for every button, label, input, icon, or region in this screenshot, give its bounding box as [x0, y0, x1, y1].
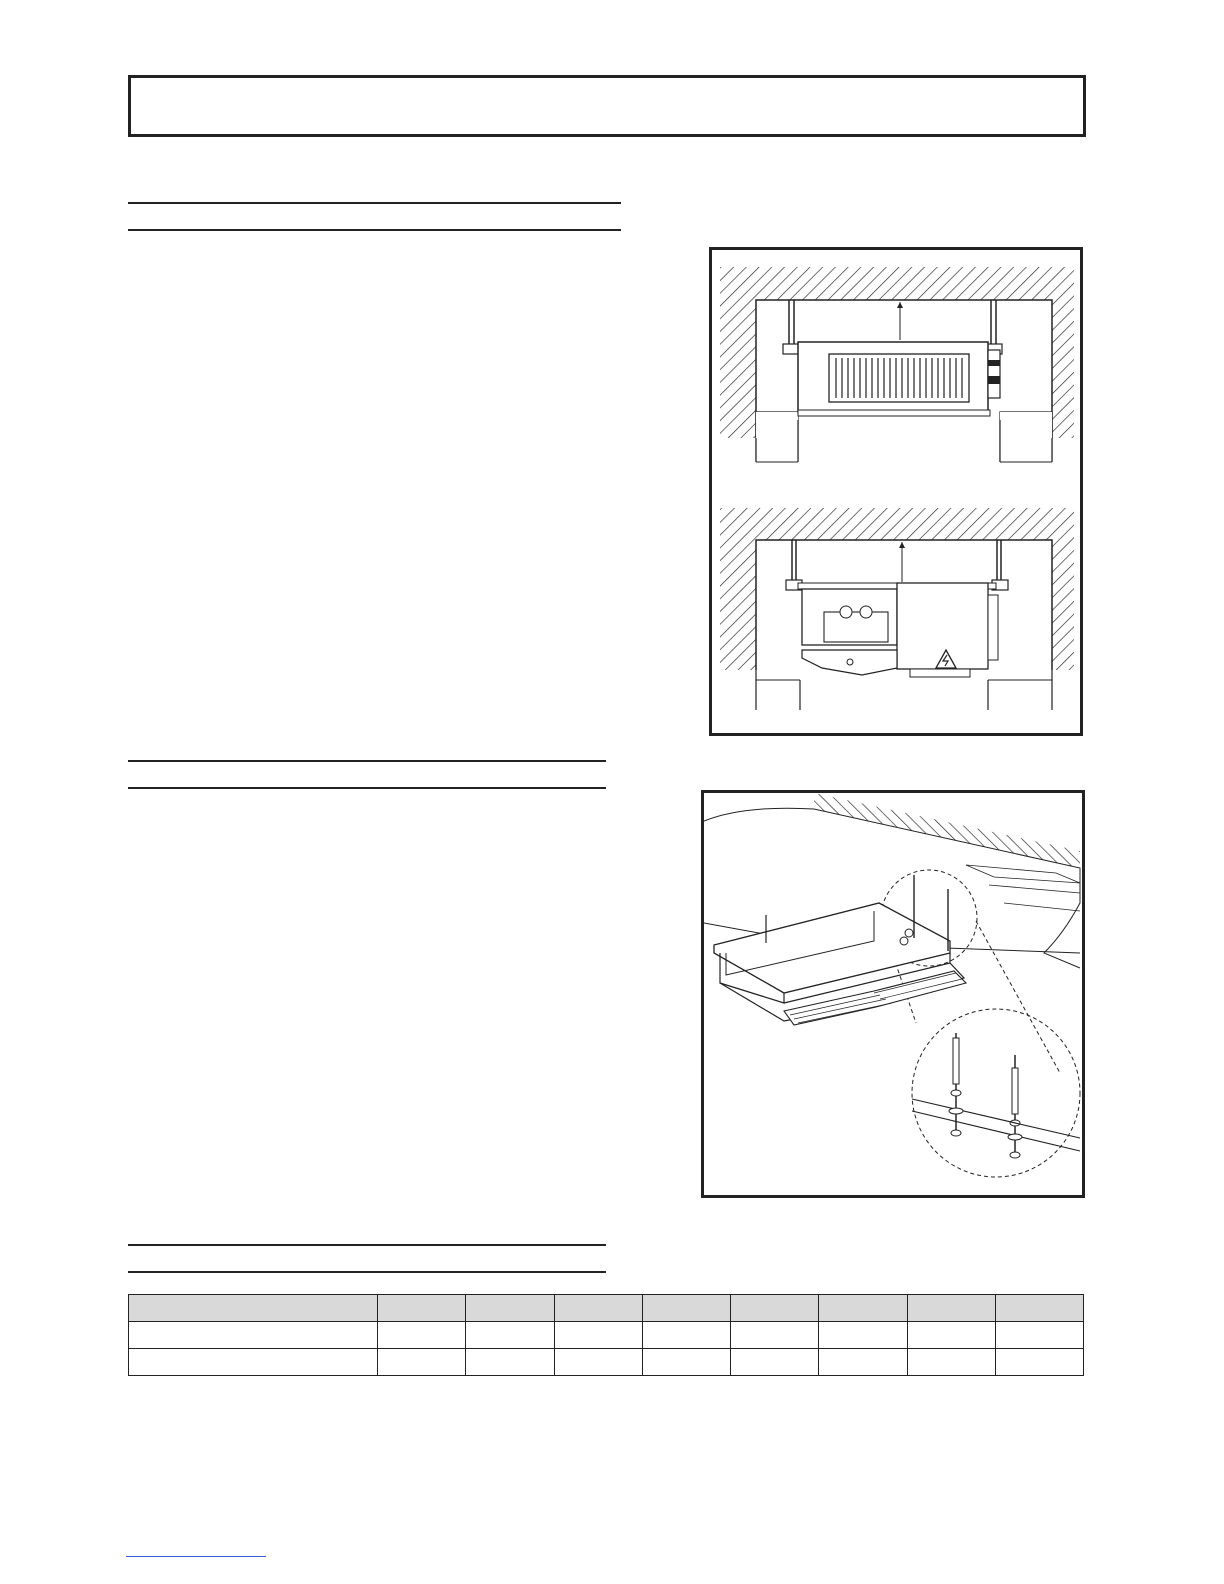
- ceiling-unit-installation-diagram-icon: [712, 250, 1080, 733]
- table-cell: [554, 1322, 642, 1349]
- table-cell: [819, 1322, 907, 1349]
- table-header-cell: [819, 1295, 907, 1322]
- table-header-cell: [378, 1295, 466, 1322]
- page-title-box: [128, 75, 1086, 137]
- table-cell: [995, 1322, 1083, 1349]
- table-cell: [995, 1349, 1083, 1376]
- table-cell: [907, 1322, 995, 1349]
- table-header-cell: [642, 1295, 730, 1322]
- figure-isometric-view: [701, 790, 1085, 1198]
- table-cell: [378, 1349, 466, 1376]
- table-cell: [642, 1349, 730, 1376]
- section-2-rule-bottom: [128, 787, 606, 789]
- table-cell: [731, 1349, 819, 1376]
- table-header-cell: [554, 1295, 642, 1322]
- table-cell: [129, 1322, 378, 1349]
- table-header-row: [129, 1295, 1084, 1322]
- section-1-rule-bottom: [128, 229, 621, 231]
- ceiling-mounting-rods-diagram-icon: [704, 793, 1082, 1195]
- table-header-cell: [995, 1295, 1083, 1322]
- section-3-rule-bottom: [128, 1271, 606, 1273]
- table-row: [129, 1322, 1084, 1349]
- table-header-cell: [466, 1295, 554, 1322]
- table-header-cell: [731, 1295, 819, 1322]
- section-3-rule-top: [128, 1244, 606, 1246]
- figure-front-side-view: [709, 247, 1083, 736]
- spec-table: [128, 1294, 1084, 1376]
- footer-link[interactable]: [126, 1556, 266, 1557]
- table-header-cell: [129, 1295, 378, 1322]
- table-cell: [466, 1349, 554, 1376]
- table-cell: [466, 1322, 554, 1349]
- table-cell: [129, 1349, 378, 1376]
- section-1-rule-top: [128, 202, 621, 204]
- table-cell: [642, 1322, 730, 1349]
- table-cell: [731, 1322, 819, 1349]
- table-row: [129, 1349, 1084, 1376]
- table-header-cell: [907, 1295, 995, 1322]
- section-2-rule-top: [128, 760, 606, 762]
- table-cell: [819, 1349, 907, 1376]
- table-cell: [378, 1322, 466, 1349]
- table-cell: [907, 1349, 995, 1376]
- table-cell: [554, 1349, 642, 1376]
